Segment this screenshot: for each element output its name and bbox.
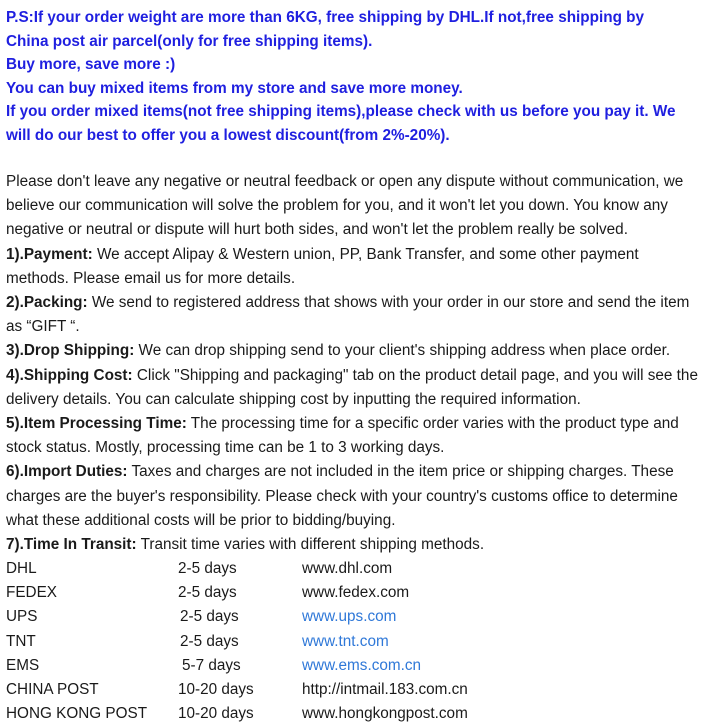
shipping-row — [6, 702, 714, 726]
carrier-website: www.dhl.com — [302, 560, 393, 577]
notice-line: China post air parcel(only for free shipping items). — [6, 32, 373, 50]
transit-days: 10-20 days — [178, 680, 254, 698]
transit-days: 2-5 days — [178, 560, 237, 577]
processing-time-section — [6, 412, 714, 436]
import-duties-section — [6, 460, 714, 484]
shipping-row — [6, 654, 714, 678]
carrier-website-link[interactable]: www.tnt.com — [302, 632, 389, 650]
drop-shipping-section — [6, 339, 714, 363]
transit-days: 2-5 days — [180, 632, 239, 650]
shipping-row — [6, 605, 714, 629]
carrier-website-link[interactable]: www.ems.com.cn — [302, 656, 421, 674]
packing-section — [6, 291, 714, 315]
carrier-name: HONG KONG POST — [6, 705, 148, 723]
carrier-website: www.fedex.com — [302, 584, 410, 602]
section-text: stock status. Mostly, processing time can be 1 to 3 working days. — [6, 439, 445, 457]
section-title: 6).Import Duties: — [6, 463, 128, 481]
carrier-name: CHINA POST — [6, 680, 99, 698]
carrier-name: EMS — [6, 656, 40, 674]
section-title: 5).Item Processing Time: — [6, 415, 187, 433]
payment-section — [6, 243, 714, 267]
section-text: as “GIFT “. — [6, 318, 80, 336]
carrier-name: FEDEX — [6, 584, 57, 602]
section-text: what these additional costs will be prior to bidding/buying. — [6, 511, 396, 529]
section-text: We can drop shipping send to your client's shipping address when place order. — [134, 342, 671, 360]
intro-line: negative or neutral or dispute will hurt both sides, and won't let the problem really be solved. — [6, 221, 628, 239]
notice-line: P.S:If your order weight are more than 6KG, free shipping by DHL.If not,free shipping by — [6, 9, 645, 26]
notice-line: If you order mixed items(not free shipping items),please check with us before you pay it. We — [6, 103, 676, 120]
section-title: 7).Time In Transit: — [6, 536, 137, 554]
transit-days: 10-20 days — [178, 705, 254, 723]
shipping-cost-section — [6, 364, 714, 388]
section-text: charges are the buyer's responsibility. Please check with your country's customs office to determine — [6, 487, 678, 505]
section-text: The processing time for a specific order varies with the product type and — [186, 415, 679, 433]
section-title: 2).Packing: — [6, 294, 88, 312]
carrier-name: DHL — [6, 560, 37, 577]
notice-line: Buy more, save more :) — [6, 56, 176, 73]
store-terms — [6, 170, 714, 557]
carrier-name: TNT — [6, 632, 36, 650]
intro-line: Please don't leave any negative or neutral feedback or open any dispute without communication, we — [6, 173, 684, 190]
carrier-website: http://intmail.183.com.cn — [302, 680, 468, 698]
section-text: Click "Shipping and packaging" tab on the product detail page, and you will see the — [132, 366, 698, 384]
section-text: We accept Alipay & Western union, PP, Bank Transfer, and some other payment — [92, 245, 639, 263]
shipping-row — [6, 630, 714, 654]
section-text: methods. Please email us for more details. — [6, 269, 296, 287]
transit-days: 5-7 days — [182, 656, 241, 674]
section-title: 1).Payment: — [6, 245, 93, 263]
carrier-website-link[interactable]: www.ups.com — [302, 608, 397, 626]
shipping-methods-table — [6, 557, 714, 726]
transit-days: 2-5 days — [178, 584, 237, 602]
shipping-row — [6, 557, 714, 581]
section-text: Taxes and charges are not included in the item price or shipping charges. These — [127, 463, 674, 481]
carrier-name: UPS — [6, 608, 38, 626]
carrier-website: www.hongkongpost.com — [302, 705, 468, 723]
transit-time-section — [6, 533, 714, 557]
shipping-notice — [6, 6, 712, 147]
section-text: delivery details. You can calculate shipping cost by inputting the required information. — [6, 390, 581, 408]
shipping-row — [6, 581, 714, 605]
section-text: We send to registered address that shows with your order in our store and send the item — [87, 294, 690, 312]
transit-days: 2-5 days — [180, 608, 239, 626]
notice-line: will do our best to offer you a lowest discount(from 2%-20%). — [6, 126, 450, 144]
shipping-row — [6, 678, 714, 702]
section-title: 3).Drop Shipping: — [6, 342, 135, 360]
section-text: Transit time varies with different shipping methods. — [136, 536, 485, 554]
intro-line: believe our communication will solve the problem for you, and it won't let you down. You know any — [6, 197, 668, 215]
notice-line: You can buy mixed items from my store and save more money. — [6, 79, 463, 97]
section-title: 4).Shipping Cost: — [6, 366, 133, 384]
